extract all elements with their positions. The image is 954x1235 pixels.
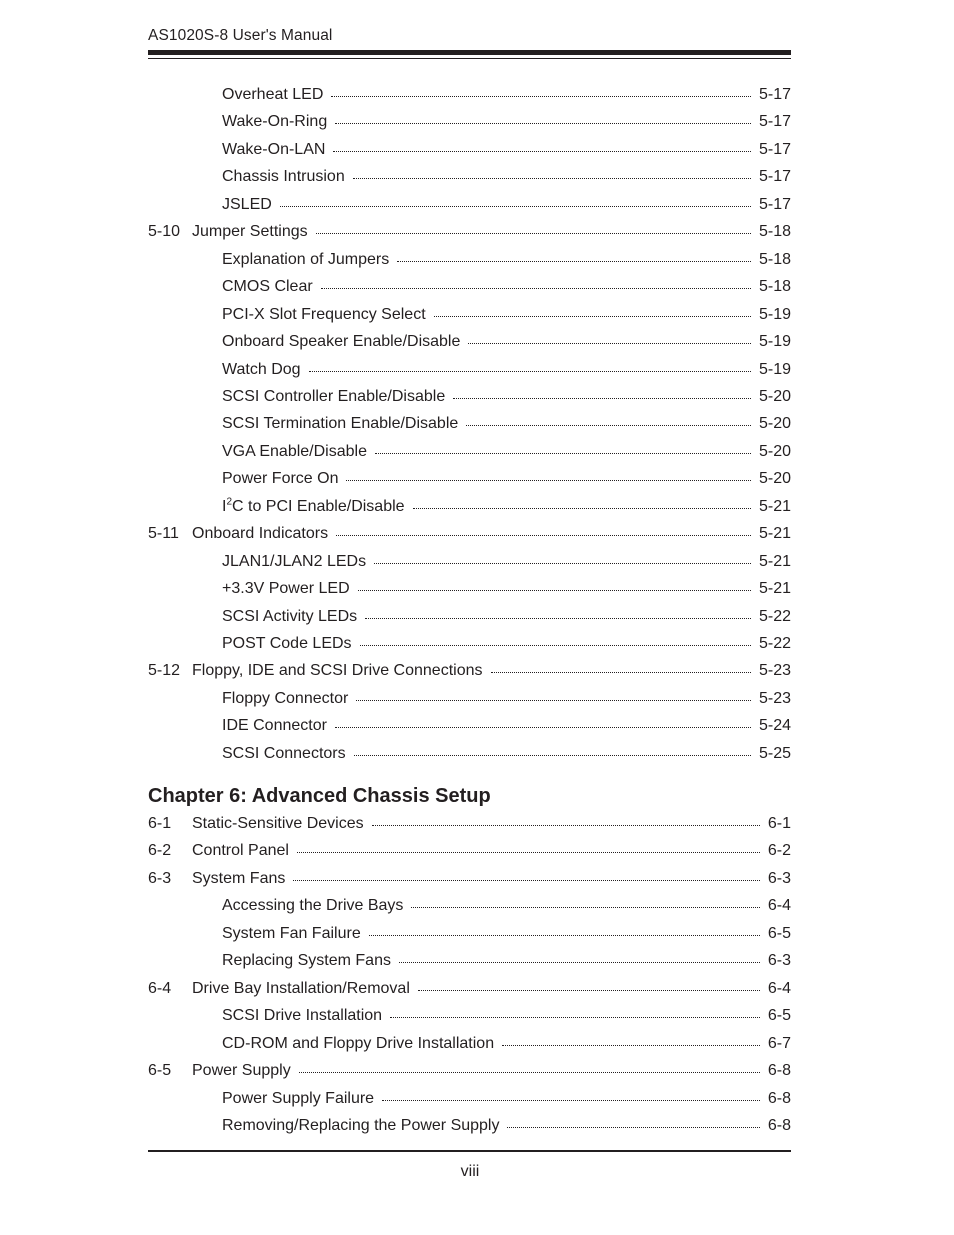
toc-entry-page: 5-17 [758, 140, 791, 158]
toc-entry-page: 5-22 [758, 607, 791, 625]
toc-entry-label: Overheat LED [222, 86, 324, 103]
header-rule-thin [148, 58, 791, 59]
toc-entry-page: 5-18 [758, 223, 791, 241]
toc-entry-label: SCSI Activity LEDs [222, 607, 358, 625]
toc-entry-page: 5-17 [758, 86, 791, 103]
toc-entry-page: 5-20 [758, 387, 791, 405]
toc-entry-page: 5-23 [758, 689, 791, 707]
toc-entry-label: Removing/Replacing the Power Supply [222, 1116, 500, 1134]
dot-leader [372, 824, 760, 826]
toc-entry-page: 5-20 [758, 442, 791, 460]
toc-entry-page: 6-4 [767, 897, 791, 915]
toc-entry-page: 6-3 [767, 869, 791, 887]
toc-entry-label: Replacing System Fans [222, 952, 391, 970]
toc-entry[interactable] [148, 950, 791, 972]
dot-leader [365, 617, 751, 619]
toc-entry-label: Wake-On-LAN [222, 140, 326, 158]
toc-entry-page: 5-24 [758, 717, 791, 735]
toc-entry-label: CD-ROM and Floppy Drive Installation [222, 1034, 495, 1052]
dot-leader [356, 699, 751, 701]
toc-entry-label: Wake-On-Ring [222, 113, 328, 131]
toc-entry[interactable] [148, 606, 791, 628]
toc-entry[interactable] [148, 304, 791, 326]
toc-entry-page: 6-8 [767, 1062, 791, 1080]
toc-entry[interactable] [148, 660, 791, 682]
dot-leader [309, 370, 751, 372]
toc-entry[interactable] [148, 978, 791, 1000]
toc-entry[interactable] [148, 468, 791, 490]
toc-entry-page: 6-8 [767, 1116, 791, 1134]
toc-entry-page: 5-18 [758, 278, 791, 296]
dot-leader [354, 754, 751, 756]
toc-entry-label: Power Supply Failure [222, 1089, 375, 1107]
dot-leader [321, 287, 751, 289]
toc-entry-page: 5-21 [758, 552, 791, 570]
toc-entry[interactable] [148, 139, 791, 161]
toc-entry-page: 5-17 [758, 195, 791, 213]
toc-entry-page: 5-19 [758, 360, 791, 378]
toc-entry[interactable] [148, 84, 791, 106]
toc-entry-number: 5-12 [148, 662, 181, 680]
toc-entry-number: 6-2 [148, 842, 172, 860]
dot-leader [299, 1071, 760, 1073]
dot-leader [411, 906, 759, 908]
toc-entry[interactable] [148, 441, 791, 463]
toc-entry-label: POST Code LEDs [222, 635, 352, 652]
footer-rule [148, 1150, 791, 1152]
toc-entry[interactable] [148, 523, 791, 545]
running-header: AS1020S-8 User's Manual [148, 27, 333, 44]
toc-entry-page: 5-23 [758, 662, 791, 680]
toc-entry-page: 5-21 [758, 525, 791, 543]
dot-leader [399, 961, 760, 963]
toc-entry[interactable] [148, 1088, 791, 1110]
toc-entry-label: PCI-X Slot Frequency Select [222, 305, 426, 323]
toc-entry-page: 6-7 [767, 1034, 791, 1052]
toc-entry-label: IDE Connector [222, 717, 327, 735]
toc-entry-page: 5-22 [758, 635, 791, 652]
chapter-heading: Chapter 6: Advanced Chassis Setup [148, 785, 491, 807]
toc-entry[interactable] [148, 813, 791, 835]
toc-entry[interactable] [148, 1033, 791, 1055]
toc-entry[interactable] [148, 551, 791, 573]
toc-entry-page: 5-25 [758, 744, 791, 762]
toc-entry-label: System Fans [192, 869, 286, 887]
toc-entry-page: 6-1 [767, 815, 791, 832]
dot-leader [336, 534, 751, 536]
dot-leader [397, 260, 751, 262]
toc-entry-page: 6-5 [767, 924, 791, 942]
dot-leader [335, 122, 751, 124]
toc-entry-page: 6-5 [767, 1007, 791, 1025]
toc-entry-page: 5-18 [758, 250, 791, 268]
toc-entry-label: Watch Dog [222, 360, 301, 378]
dot-leader [382, 1099, 760, 1101]
toc-entry[interactable] [148, 743, 791, 765]
toc-entry[interactable] [148, 895, 791, 917]
toc-entry-label: Control Panel [192, 842, 289, 860]
toc-entry[interactable] [148, 578, 791, 600]
toc-entry[interactable] [148, 166, 791, 188]
dot-leader [374, 562, 751, 564]
dot-leader [453, 397, 751, 399]
dot-leader [316, 232, 751, 234]
toc-entry-number: 6-4 [148, 979, 172, 997]
toc-entry[interactable] [148, 715, 791, 737]
toc-entry-label: Onboard Speaker Enable/Disable [222, 333, 461, 351]
toc-entry-label: Onboard Indicators [192, 525, 329, 543]
toc-entry-page: 6-3 [767, 952, 791, 970]
toc-entry-label: CMOS Clear [222, 278, 313, 296]
toc-entry-page: 5-17 [758, 168, 791, 186]
toc-entry[interactable] [148, 221, 791, 243]
dot-leader [502, 1044, 760, 1046]
toc-entry[interactable] [148, 249, 791, 271]
dot-leader [333, 150, 751, 152]
dot-leader [331, 95, 751, 97]
toc-entry-page: 5-20 [758, 470, 791, 488]
toc-entry-page: 5-17 [758, 113, 791, 131]
toc-entry-label: JLAN1/JLAN2 LEDs [222, 552, 367, 570]
toc-entry-label: Explanation of Jumpers [222, 250, 390, 268]
toc-entry-label: SCSI Connectors [222, 744, 346, 762]
toc-entry-page: 5-19 [758, 333, 791, 351]
toc-entry-label: $I^2C$ to PCI Enable/Disable [222, 496, 405, 515]
toc-entry[interactable] [148, 331, 791, 353]
toc-entry-number: 6-5 [148, 1062, 172, 1080]
toc-entry[interactable] [148, 194, 791, 216]
dot-leader [491, 671, 751, 673]
toc-entry[interactable] [148, 496, 791, 518]
dot-leader [293, 879, 760, 881]
dot-leader [466, 424, 751, 426]
toc-entry-label: Static-Sensitive Devices [192, 815, 364, 832]
dot-leader [358, 589, 751, 591]
toc-entry-label: Power Force On [222, 470, 339, 488]
toc-entry[interactable] [148, 923, 791, 945]
dot-leader [390, 1016, 760, 1018]
toc-entry[interactable] [148, 413, 791, 435]
toc-entry-number: 5-11 [148, 525, 179, 543]
toc-entry-page: 6-8 [767, 1089, 791, 1107]
dot-leader [434, 315, 751, 317]
toc-entry-label: SCSI Termination Enable/Disable [222, 415, 459, 433]
dot-leader [468, 342, 751, 344]
toc-entry-page: 5-21 [758, 497, 791, 515]
toc-entry-label: VGA Enable/Disable [222, 442, 367, 460]
toc-entry-number: 6-3 [148, 869, 172, 887]
toc-entry-number: 5-10 [148, 223, 181, 241]
header-rule-thick [148, 50, 791, 55]
toc-entry-label: +3.3V Power LED [222, 580, 350, 598]
toc-entry[interactable] [148, 1005, 791, 1027]
dot-leader [297, 851, 760, 853]
toc-entry-label: Drive Bay Installation/Removal [192, 979, 410, 997]
dot-leader [335, 726, 751, 728]
toc-entry-label: Power Supply [192, 1062, 291, 1080]
dot-leader [353, 177, 751, 179]
dot-leader [280, 205, 751, 207]
toc-entry-label: Floppy Connector [222, 689, 349, 707]
toc-entry-label: System Fan Failure [222, 924, 361, 942]
toc-entry-label: Chassis Intrusion [222, 168, 345, 186]
dot-leader [360, 644, 751, 646]
toc-entry-label: JSLED [222, 195, 272, 213]
toc-entry-page: 5-20 [758, 415, 791, 433]
toc-entry[interactable] [148, 633, 791, 655]
toc-entry-label: Accessing the Drive Bays [222, 897, 404, 915]
toc-entry-page: 6-4 [767, 979, 791, 997]
toc-entry-label: SCSI Controller Enable/Disable [222, 387, 446, 405]
toc-entry-page: 6-2 [767, 842, 791, 860]
toc-entry-page: 5-21 [758, 580, 791, 598]
toc-entry-number: 6-1 [148, 815, 172, 832]
toc-entry-label: Floppy, IDE and SCSI Drive Connections [192, 662, 483, 680]
toc-entry-label: Jumper Settings [192, 223, 308, 241]
toc-entry[interactable] [148, 386, 791, 408]
toc-entry-page: 5-19 [758, 305, 791, 323]
dot-leader [413, 507, 751, 509]
toc-entry[interactable] [148, 1115, 791, 1137]
dot-leader [369, 934, 760, 936]
dot-leader [507, 1126, 759, 1128]
toc-entry[interactable] [148, 688, 791, 710]
toc-entry[interactable] [148, 868, 791, 890]
toc-entry[interactable] [148, 111, 791, 133]
dot-leader [418, 989, 760, 991]
toc-entry[interactable] [148, 276, 791, 298]
toc-entry-label: SCSI Drive Installation [222, 1007, 383, 1025]
dot-leader [375, 452, 751, 454]
page-number: viii [460, 1163, 480, 1180]
toc-entry[interactable] [148, 840, 791, 862]
toc-entry[interactable] [148, 1060, 791, 1082]
dot-leader [346, 479, 750, 481]
toc-entry[interactable] [148, 359, 791, 381]
